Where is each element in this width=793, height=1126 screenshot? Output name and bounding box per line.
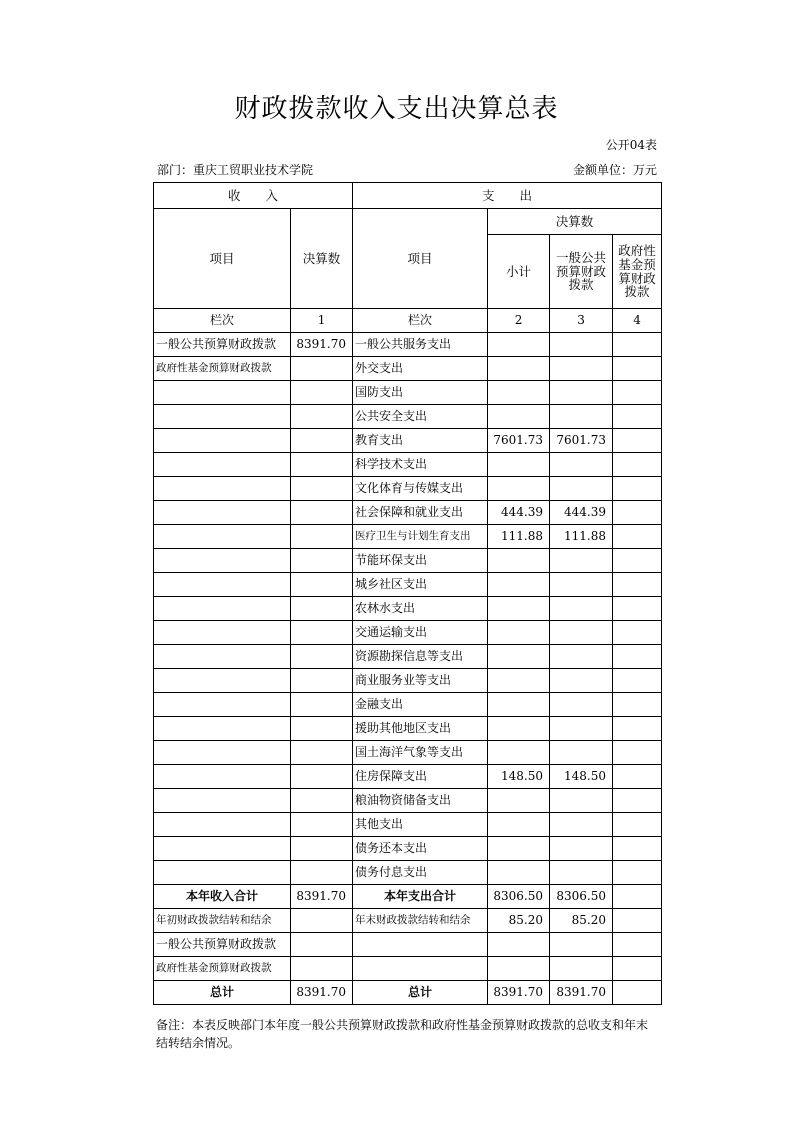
income-amount-header: 决算数 [291, 209, 353, 309]
income-item [154, 597, 291, 621]
table-row [154, 525, 662, 549]
expense-subtotal: 148.50 [488, 765, 550, 789]
income-amount [291, 549, 353, 573]
expense-general [550, 381, 613, 405]
year-expense-subtotal: 8306.50 [488, 885, 550, 909]
end-balance-general: 85.20 [550, 909, 613, 933]
expense-fund [613, 837, 662, 861]
end-balance-label: 年末财政拨款结转和结余 [353, 909, 488, 933]
empty-cell [550, 933, 613, 957]
expense-fund [613, 501, 662, 525]
income-amount [291, 573, 353, 597]
expense-header: 支 出 [353, 183, 662, 209]
income-amount [291, 357, 353, 381]
begin-fund-value [291, 957, 353, 981]
expense-item: 国土海洋气象等支出 [353, 741, 488, 765]
income-amount [291, 405, 353, 429]
fund-budget-header: 政府性基金预算财政拨款 [613, 235, 662, 309]
expense-subtotal: 7601.73 [488, 429, 550, 453]
expense-general: 148.50 [550, 765, 613, 789]
expense-item: 债务还本支出 [353, 837, 488, 861]
total-expense-label: 总计 [353, 981, 488, 1005]
income-item [154, 717, 291, 741]
income-amount [291, 741, 353, 765]
expense-fund [613, 357, 662, 381]
table-row [154, 789, 662, 813]
subtotal-header: 小计 [488, 235, 550, 309]
expense-subtotal [488, 621, 550, 645]
expense-item: 援助其他地区支出 [353, 717, 488, 741]
general-budget-header: 一般公共预算财政拨款 [550, 235, 613, 309]
income-item [154, 477, 291, 501]
expense-subtotal [488, 813, 550, 837]
table-row [154, 477, 662, 501]
expense-item: 医疗卫生与计划生育支出 [353, 525, 488, 549]
table-summary [154, 885, 662, 1005]
income-item [154, 549, 291, 573]
expense-fund [613, 477, 662, 501]
expense-general [550, 741, 613, 765]
expense-fund [613, 549, 662, 573]
table-row [154, 453, 662, 477]
table-row [154, 333, 662, 357]
income-amount: 8391.70 [291, 333, 353, 357]
form-number: 公开04表 [605, 138, 657, 152]
expense-general [550, 597, 613, 621]
expense-item: 外交支出 [353, 357, 488, 381]
expense-general: 111.88 [550, 525, 613, 549]
income-item [154, 741, 291, 765]
expense-subtotal [488, 333, 550, 357]
expense-subtotal [488, 669, 550, 693]
begin-general-value [291, 933, 353, 957]
expense-general [550, 717, 613, 741]
expense-subtotal: 444.39 [488, 501, 550, 525]
expense-fund [613, 525, 662, 549]
expense-item: 资源勘探信息等支出 [353, 645, 488, 669]
income-item [154, 645, 291, 669]
income-item [154, 429, 291, 453]
expense-subtotal [488, 597, 550, 621]
income-item [154, 861, 291, 885]
expense-subtotal [488, 837, 550, 861]
expense-general [550, 669, 613, 693]
unit-label: 金额单位：万元 [572, 163, 657, 177]
expense-subtotal [488, 477, 550, 501]
income-amount [291, 381, 353, 405]
expense-subtotal [488, 357, 550, 381]
expense-item: 住房保障支出 [353, 765, 488, 789]
table-row [154, 429, 662, 453]
income-item: 政府性基金预算财政拨款 [154, 357, 291, 381]
table-row [154, 741, 662, 765]
expense-fund [613, 621, 662, 645]
col-number: 4 [613, 309, 662, 333]
expense-item: 城乡社区支出 [353, 573, 488, 597]
income-item [154, 573, 291, 597]
income-amount [291, 477, 353, 501]
expense-item: 社会保障和就业支出 [353, 501, 488, 525]
empty-cell [488, 933, 550, 957]
expense-general [550, 333, 613, 357]
expense-fund [613, 453, 662, 477]
table-row [154, 717, 662, 741]
income-amount [291, 429, 353, 453]
expense-subtotal [488, 405, 550, 429]
expense-item: 一般公共服务支出 [353, 333, 488, 357]
row-label-cell: 栏次 [154, 309, 291, 333]
expense-fund [613, 573, 662, 597]
table-row [154, 861, 662, 885]
income-amount [291, 813, 353, 837]
expense-fund [613, 741, 662, 765]
end-balance-fund [613, 909, 662, 933]
expense-general: 444.39 [550, 501, 613, 525]
income-item [154, 813, 291, 837]
income-item [154, 453, 291, 477]
table-row [154, 837, 662, 861]
expense-fund [613, 765, 662, 789]
table-header [154, 183, 662, 333]
expense-general [550, 789, 613, 813]
expense-item: 其他支出 [353, 813, 488, 837]
expense-subtotal: 111.88 [488, 525, 550, 549]
expense-subtotal [488, 789, 550, 813]
total-income-label: 总计 [154, 981, 291, 1005]
year-expense-label: 本年支出合计 [353, 885, 488, 909]
empty-cell [488, 957, 550, 981]
expense-item: 债务付息支出 [353, 861, 488, 885]
table-row [154, 381, 662, 405]
income-amount [291, 717, 353, 741]
income-amount [291, 669, 353, 693]
table-row [154, 693, 662, 717]
expense-item: 国防支出 [353, 381, 488, 405]
expense-fund [613, 597, 662, 621]
income-item [154, 693, 291, 717]
expense-general [550, 621, 613, 645]
table-row [154, 669, 662, 693]
year-expense-general: 8306.50 [550, 885, 613, 909]
expense-subtotal [488, 573, 550, 597]
total-income-value: 8391.70 [291, 981, 353, 1005]
income-amount [291, 693, 353, 717]
income-amount [291, 525, 353, 549]
settlement-header: 决算数 [488, 209, 662, 235]
expense-subtotal [488, 645, 550, 669]
income-item [154, 381, 291, 405]
expense-fund [613, 717, 662, 741]
expense-fund [613, 861, 662, 885]
expense-fund [613, 693, 662, 717]
expense-subtotal [488, 693, 550, 717]
expense-general: 7601.73 [550, 429, 613, 453]
year-income-value: 8391.70 [291, 885, 353, 909]
income-item [154, 501, 291, 525]
income-item [154, 789, 291, 813]
total-expense-subtotal: 8391.70 [488, 981, 550, 1005]
expense-subtotal [488, 549, 550, 573]
income-item [154, 669, 291, 693]
col-number: 2 [488, 309, 550, 333]
table-row [154, 405, 662, 429]
begin-fund-label: 政府性基金预算财政拨款 [154, 957, 291, 981]
income-amount [291, 765, 353, 789]
table-row [154, 597, 662, 621]
table-row [154, 357, 662, 381]
income-item [154, 405, 291, 429]
income-item [154, 525, 291, 549]
expense-item: 粮油物资储备支出 [353, 789, 488, 813]
expense-item: 公共安全支出 [353, 405, 488, 429]
expense-item: 文化体育与传媒支出 [353, 477, 488, 501]
expense-item: 商业服务业等支出 [353, 669, 488, 693]
year-expense-fund [613, 885, 662, 909]
income-item [154, 837, 291, 861]
income-amount [291, 597, 353, 621]
department-label: 部门：重庆工贸职业技术学院 [157, 163, 314, 177]
empty-cell [613, 957, 662, 981]
begin-balance-value [291, 909, 353, 933]
expense-subtotal [488, 453, 550, 477]
table-row [154, 573, 662, 597]
table-row [154, 549, 662, 573]
income-item [154, 621, 291, 645]
table-row [154, 501, 662, 525]
year-income-label: 本年收入合计 [154, 885, 291, 909]
expense-fund [613, 405, 662, 429]
total-expense-fund [613, 981, 662, 1005]
income-amount [291, 621, 353, 645]
expense-subtotal [488, 861, 550, 885]
footnote: 备注：本表反映部门本年度一般公共预算财政拨款和政府性基金预算财政拨款的总收支和年末结转结余情况。 [156, 1018, 649, 1050]
expense-item: 农林水支出 [353, 597, 488, 621]
expense-general [550, 813, 613, 837]
income-item-header: 项目 [154, 209, 291, 309]
expense-general [550, 861, 613, 885]
table-row [154, 621, 662, 645]
col-number: 1 [291, 309, 353, 333]
row-label-cell: 栏次 [353, 309, 488, 333]
begin-balance-label: 年初财政拨款结转和结余 [154, 909, 291, 933]
income-header: 收 入 [154, 183, 353, 209]
expense-general [550, 453, 613, 477]
col-number: 3 [550, 309, 613, 333]
budget-table [153, 182, 662, 1005]
expense-general [550, 645, 613, 669]
expense-subtotal [488, 381, 550, 405]
income-amount [291, 789, 353, 813]
expense-fund [613, 669, 662, 693]
page-title: 财政拨款收入支出决算总表 [234, 94, 559, 124]
expense-item: 教育支出 [353, 429, 488, 453]
expense-fund [613, 333, 662, 357]
expense-item-header: 项目 [353, 209, 488, 309]
empty-cell [613, 933, 662, 957]
income-amount [291, 501, 353, 525]
begin-general-label: 一般公共预算财政拨款 [154, 933, 291, 957]
expense-general [550, 405, 613, 429]
expense-fund [613, 789, 662, 813]
income-amount [291, 645, 353, 669]
expense-general [550, 477, 613, 501]
expense-general [550, 573, 613, 597]
expense-item: 科学技术支出 [353, 453, 488, 477]
table-body [154, 333, 662, 885]
empty-cell [550, 957, 613, 981]
total-expense-general: 8391.70 [550, 981, 613, 1005]
expense-subtotal [488, 717, 550, 741]
expense-item: 交通运输支出 [353, 621, 488, 645]
income-amount [291, 861, 353, 885]
expense-general [550, 693, 613, 717]
end-balance-subtotal: 85.20 [488, 909, 550, 933]
expense-fund [613, 813, 662, 837]
income-amount [291, 837, 353, 861]
expense-subtotal [488, 741, 550, 765]
expense-fund [613, 429, 662, 453]
expense-item: 节能环保支出 [353, 549, 488, 573]
table-row [154, 813, 662, 837]
empty-cell [353, 933, 488, 957]
income-item: 一般公共预算财政拨款 [154, 333, 291, 357]
expense-item: 金融支出 [353, 693, 488, 717]
empty-cell [353, 957, 488, 981]
expense-fund [613, 645, 662, 669]
expense-fund [613, 381, 662, 405]
income-item [154, 765, 291, 789]
table-row [154, 645, 662, 669]
expense-general [550, 549, 613, 573]
income-amount [291, 453, 353, 477]
table-row [154, 765, 662, 789]
expense-general [550, 357, 613, 381]
expense-general [550, 837, 613, 861]
